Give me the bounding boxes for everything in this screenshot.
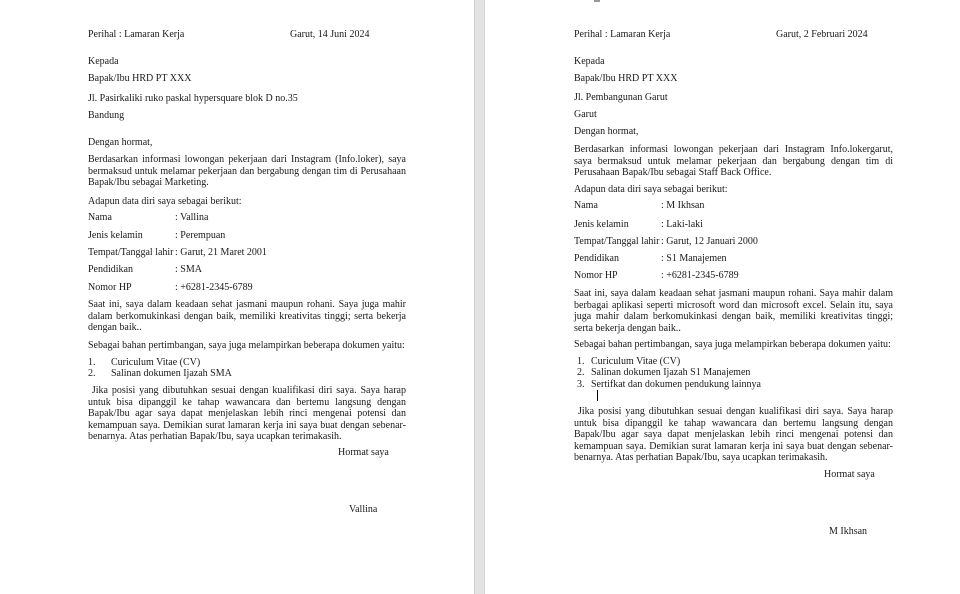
address: Jl. Pembangunan Garut [574, 92, 668, 103]
document-page-2[interactable] [485, 0, 960, 594]
field-value: : M Ikhsan [661, 200, 705, 211]
list-number: 3. [577, 379, 585, 390]
city: Bandung [88, 110, 125, 121]
field-label: Nama [88, 212, 112, 223]
attachments-intro: Sebagai bahan pertimbangan, saya juga melampirkan beberapa dokumen yaitu: [88, 340, 405, 351]
page-gap [474, 0, 485, 594]
signoff: Hormat saya [824, 469, 875, 480]
field-value: : Garut, 21 Maret 2001 [175, 247, 267, 258]
closing-paragraph: Jika posisi yang dibutuhkan sesuai dengan kualifikasi diri saya. Saya harap untuk bisa dipanggil ke tahap wawancara dan bertemu langsung dengan Bapak/Ibu agar saya dapat menjelaskan lebih rinci mengenai potensi dan kemampuan saya. Demikian surat lamaran kerja ini saya buat dengan sebenar-benarnya. Atas perhatian Bapak/Ibu, saya ucapkan terimakasih. [574, 406, 896, 464]
field-label: Nama [574, 200, 598, 211]
field-label: Nomor HP [88, 282, 132, 293]
field-label: Pendidikan [574, 253, 619, 264]
list-number: 1. [577, 356, 585, 367]
field-value: : SMA [175, 264, 202, 275]
list-item: Salinan dokumen Ijazah SMA [111, 368, 232, 379]
letter-date: Garut, 2 Februari 2024 [776, 29, 868, 40]
subject-line: Perihal : Lamaran Kerja [574, 29, 671, 40]
list-number: 1. [88, 357, 96, 368]
to-label: Kepada [574, 56, 605, 67]
list-item: Curiculum Vitae (CV) [591, 356, 681, 367]
attachments-intro: Sebagai bahan pertimbangan, saya juga melampirkan beberapa dokumen yaitu: [574, 339, 891, 350]
field-label: Jenis kelamin [574, 219, 629, 230]
recipient: Bapak/Ibu HRD PT XXX [88, 73, 192, 84]
address: Jl. Pasirkaliki ruko paskal hypersquare blok D no.35 [88, 93, 298, 104]
list-item: Salinan dokumen Ijazah S1 Manajemen [591, 367, 751, 378]
greeting: Dengan hormat, [574, 126, 639, 137]
field-value: : +6281-2345-6789 [175, 282, 253, 293]
list-item: Sertifkat dan dokumen pendukung lainnya [591, 379, 761, 390]
field-label: Tempat/Tanggal lahir [88, 247, 174, 258]
document-page-1[interactable] [0, 0, 474, 594]
field-value: : +6281-2345-6789 [661, 270, 739, 281]
field-value: : Perempuan [175, 230, 226, 241]
signature-name: Vallina [349, 504, 378, 515]
skills-paragraph: Saat ini, saya dalam keadaan sehat jasmani maupun rohani. Saya mahir dalam berbagai aplikasi seperti microsoft word dan microsoft excel. Selain itu, saya juga mahir dalam berkomukinkasi dengan baik, memiliki kreativitas tinggi; serta bekerja dengan baik.. [574, 288, 893, 334]
data-intro: Adapun data diri saya sebagai berikut: [574, 184, 728, 195]
list-number: 2. [577, 367, 585, 378]
text-cursor [597, 390, 598, 401]
signature-name: M Ikhsan [829, 526, 868, 537]
page-marker [594, 0, 600, 2]
field-label: Jenis kelamin [88, 230, 143, 241]
intro-paragraph: Berdasarkan informasi lowongan pekerjaan dari Instagram Info.lokergarut, saya bermaksud untuk melamar pekerjaan dan bergabung dengan tim di Perusahaan Bapak/Ibu sebagai Staff Back Office. [574, 144, 893, 179]
intro-paragraph: Berdasarkan informasi lowongan pekerjaan dari Instagram (Info.loker), saya bermaksud untuk melamar pekerjaan dan bergabung dengan tim di Perusahaan Bapak/Ibu sebagai Marketing. [88, 154, 406, 189]
signoff: Hormat saya [338, 447, 389, 458]
to-label: Kepada [88, 56, 119, 67]
list-number: 2. [88, 368, 96, 379]
field-value: : Garut, 12 Januari 2000 [661, 236, 758, 247]
field-value: : Vallina [175, 212, 209, 223]
recipient: Bapak/Ibu HRD PT XXX [574, 73, 678, 84]
field-label: Pendidikan [88, 264, 133, 275]
field-label: Tempat/Tanggal lahir [574, 236, 660, 247]
greeting: Dengan hormat, [88, 137, 153, 148]
skills-paragraph: Saat ini, saya dalam keadaan sehat jasmani maupun rohani. Saya juga mahir dalam berkomukinkasi dengan baik, memiliki kreativitas tinggi; serta bekerja dengan baik.. [88, 299, 406, 334]
field-value: : S1 Manajemen [661, 253, 727, 264]
field-value: : Laki-laki [661, 219, 703, 230]
letter-date: Garut, 14 Juni 2024 [290, 29, 370, 40]
data-intro: Adapun data diri saya sebagai berikut: [88, 196, 242, 207]
closing-paragraph: Jika posisi yang dibutuhkan sesuai dengan kualifikasi diri saya. Saya harap untuk bisa dipanggil ke tahap wawancara dan bertemu langsung dengan Bapak/Ibu agar saya dapat menjelaskan lebih rinci mengenai potensi dan kemampuan saya. Demikian surat lamaran kerja ini saya buat dengan sebenar-benarnya. Atas perhatian Bapak/Ibu, saya ucapkan terimakasih. [88, 385, 409, 443]
list-item: Curiculum Vitae (CV) [111, 357, 201, 368]
subject-line: Perihal : Lamaran Kerja [88, 29, 185, 40]
field-label: Nomor HP [574, 270, 618, 281]
city: Garut [574, 109, 597, 120]
